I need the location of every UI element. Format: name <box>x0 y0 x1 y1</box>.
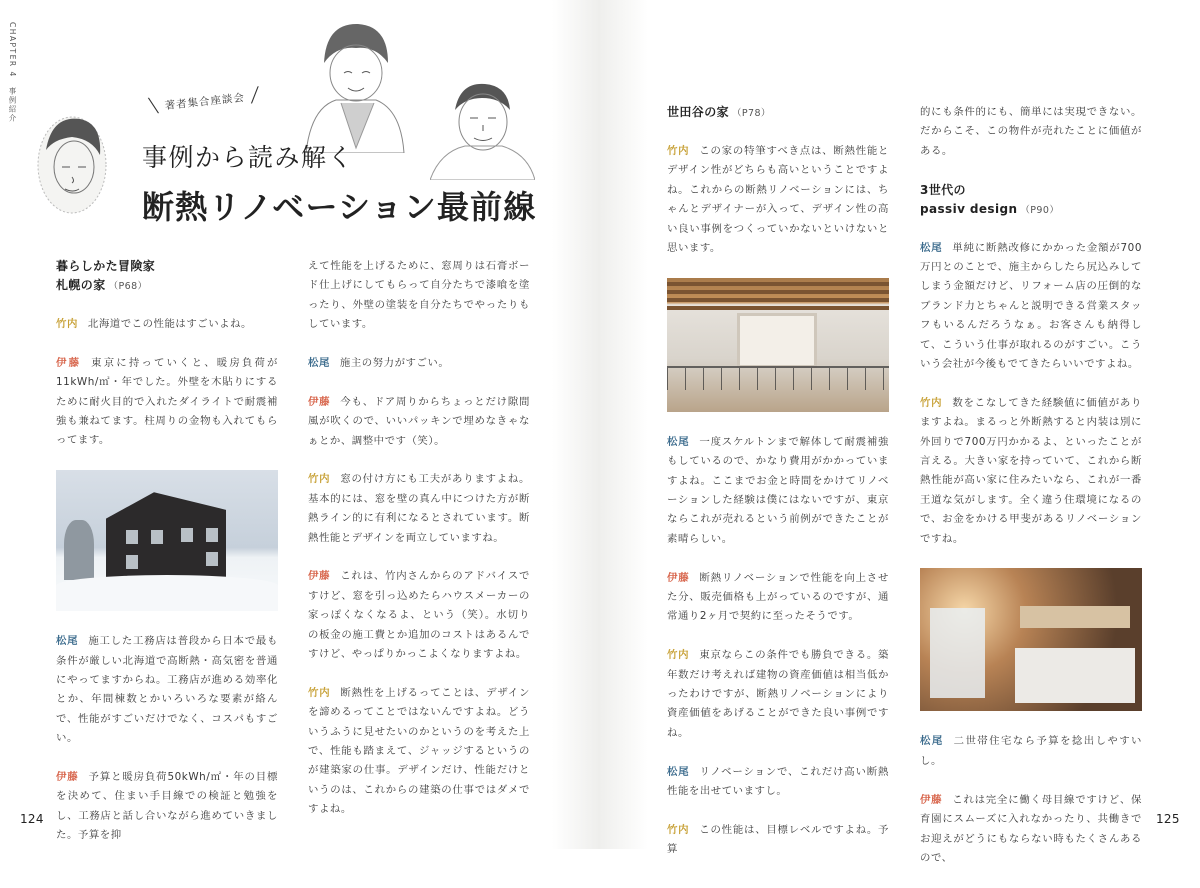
remark-paragraph <box>56 768 278 846</box>
slash-decoration: ╱ <box>249 87 261 105</box>
remark-text: 二世帯住宅なら予算を捻出しやすいし。 <box>920 735 1142 767</box>
case-heading-line <box>56 276 278 296</box>
speaker-name: 松尾 <box>667 765 690 778</box>
window-shape <box>126 530 138 544</box>
portrait-sketch-right <box>430 80 535 180</box>
article-subtitle: 事例から読み解く <box>142 143 355 172</box>
case-heading-line: 暮らしかた冒険家 <box>56 259 156 273</box>
text-column <box>920 103 1142 888</box>
remark-paragraph <box>667 821 889 860</box>
remark-text: 東京に持っていくと、暖房負荷が11kWh/㎡・年でした。外壁を木貼りにするために耐火目的で入れたダイライトで耐震補強も兼ねてます。柱周りの金物も入れてもらってます。 <box>56 356 278 447</box>
case-title: 世田谷の家 <box>667 105 730 119</box>
speaker-name: 伊藤 <box>56 771 79 784</box>
speaker-name: 松尾 <box>308 357 330 370</box>
remark-text: 北海道でこの性能はすごいよね。 <box>87 318 252 330</box>
text-column <box>308 257 530 839</box>
case-heading-line <box>920 200 1142 220</box>
speaker-name: 伊藤 <box>56 356 82 369</box>
speaker-name: 伊藤 <box>308 570 331 583</box>
case-heading <box>56 257 278 296</box>
remark-paragraph <box>56 632 278 748</box>
portrait-sketch-center <box>296 18 406 153</box>
page-reference: （P68） <box>108 281 148 292</box>
remark-text: 数をこなしてきた経験値に価値がありますよね。まるっと外断熱すると内装は別に外回りで700万円かかるよ、といったことが言える。大きい家を持っていて、これから断熱性能が高い家に住みたいなら、これが一番王道な気がします。全く違う住環境になるので、お金をかける甲斐があるリノベーションですね。 <box>920 396 1142 545</box>
window-shape <box>930 608 985 698</box>
shelf-shape <box>1020 606 1130 628</box>
railing-shape <box>667 366 889 390</box>
remark-text: これは完全に働く母目線ですけど、保育園にスムーズに入れなかったり、共働きでお迎えがどうにもならない時もたくさんあるので、 <box>920 793 1142 864</box>
remark-text: これは、竹内さんからのアドバイスですけど、窓を引っ込めたらハウスメーカーの家っぽくなくなるよ、という（笑）。水切りの板金の施工費とか追加のコストはあるんですけど、やっぱりかっこよくなりますよね。 <box>308 570 530 661</box>
speaker-name: 竹内 <box>667 145 690 157</box>
tree-shape <box>64 520 94 580</box>
case-heading <box>920 181 1142 220</box>
speaker-name: 竹内 <box>920 396 943 409</box>
case-heading-line: 3世代の <box>920 182 966 197</box>
speaker-name: 竹内 <box>308 473 331 486</box>
speaker-name: 松尾 <box>920 241 943 254</box>
photo-snow-house <box>56 470 278 611</box>
beam-shape <box>667 290 889 294</box>
photo-interior-kitchen <box>920 568 1142 711</box>
remark-paragraph <box>308 393 530 451</box>
page-number: 124 <box>20 812 44 826</box>
case-title: 札幌の家 <box>56 278 106 292</box>
remark-text: 一度スケルトンまで解体して耐震補強もしているので、かなり費用がかかっていますよね。ここまでお金と時間をかけてリノベーションした経験は僕にはないですが、東京ならこれが売れるという前例ができたことが素晴らしい。 <box>667 435 889 545</box>
remark-paragraph <box>920 732 1142 771</box>
window-shape <box>151 530 163 544</box>
remark-paragraph <box>308 354 530 373</box>
remark-paragraph <box>667 569 889 627</box>
speaker-name: 竹内 <box>667 823 690 836</box>
remark-text: この性能は、目標レベルですよね。予算 <box>667 823 889 856</box>
case-heading-line <box>667 103 889 123</box>
slash-decoration: ╲ <box>148 97 160 115</box>
window-shape <box>206 528 218 542</box>
text-column <box>667 103 889 879</box>
counter-shape <box>1015 648 1135 703</box>
beam-shape <box>667 306 889 310</box>
remark-text: 予算と暖房負荷50kWh/㎡・年の目標を決めて、住まい手目線での検証と勉強をし、工務店と話し合いながら進めていきました。予算を抑 <box>56 771 278 842</box>
window-shape <box>126 555 138 569</box>
beam-shape <box>667 282 889 286</box>
portrait-sketch-left <box>32 105 112 225</box>
speaker-name: 竹内 <box>308 686 331 699</box>
remark-paragraph <box>920 239 1142 375</box>
wall-shape <box>737 313 817 368</box>
speaker-name: 松尾 <box>667 435 690 448</box>
remark-text: 単純に断熱改修にかかった金額が700万円とのことで、施主からしたら尻込みしてしまう金額だけど、リフォーム店の圧倒的なブランド力とちゃんと説明できる営業スタッフもいるんだろうなぁ。お客さんも納得して、こういう仕事が取れるのがすごい。こういう会社が今後もでてきたらいいですよね。 <box>920 241 1142 371</box>
remark-text: この家の特筆すべき点は、断熱性能とデザイン性がどちらも高いということですよね。これからの断熱リノベーションには、ちゃんとデザイナーが入って、デザイン性の高い良い事例をつくっていかないといけないと思います。 <box>667 145 890 255</box>
photo-interior-loft <box>667 278 889 412</box>
right-page <box>600 0 1200 864</box>
remark-paragraph <box>308 470 530 548</box>
remark-paragraph <box>667 433 889 549</box>
kicker <box>143 87 267 116</box>
remark-paragraph <box>667 142 889 258</box>
speaker-name: 竹内 <box>56 318 78 330</box>
beam-shape <box>667 298 889 302</box>
remark-text: 施工した工務店は普段から日本で最も条件が厳しい北海道で高断熱・高気密を普通にやってますからね。工務店が進める効率化とか、年間棟数とかいろいろな要素が絡んで、性能がすごいだけでなく、コスパもすごい。 <box>56 635 278 745</box>
speaker-name: 松尾 <box>920 735 944 748</box>
remark-text: 今も、ドア周りからちょっとだけ隙間風が吹くので、いいパッキンで埋めなきゃなぁとか、調整中です（笑）。 <box>308 395 530 447</box>
kicker-text: 著者集合座談会 <box>164 91 246 113</box>
page-reference: （P90） <box>1020 204 1060 216</box>
remark-paragraph <box>56 354 278 451</box>
page-reference: （P78） <box>732 108 771 119</box>
remark-paragraph <box>920 791 1142 869</box>
snow-shape <box>56 575 278 611</box>
speaker-name: 伊藤 <box>308 395 331 408</box>
remark-text: リノベーションで、これだけ高い断熱性能を出せていますし。 <box>667 765 889 798</box>
remark-text: 東京ならこの条件でも勝負できる。築年数だけ考えれば建物の資産価値は相当低かったわけですが、断熱リノベーションにより資産価値をあげることができた良い事例ですね。 <box>667 649 889 739</box>
continued-text: 的にも条件的にも、簡単には実現できない。だからこそ、この物件が売れたことに価値がある。 <box>920 106 1142 157</box>
remark-text: 断熱リノベーションで性能を向上させた分、販売価格も上がっているのですが、通常通り2ヶ月で契約に至ったそうです。 <box>667 571 889 623</box>
remark-paragraph <box>308 684 530 820</box>
remark-text: 窓の付け方にも工夫がありますよね。基本的には、窓を壁の真ん中につけた方が断熱ライン的に有利になるとされています。断熱性能とデザインを両立していますね。 <box>308 473 530 544</box>
window-shape <box>181 528 193 542</box>
speaker-name: 竹内 <box>667 649 690 662</box>
remark-paragraph <box>667 646 889 743</box>
remark-text: 施主の努力がすごい。 <box>339 357 450 370</box>
article-title: 断熱リノベーション最前線 <box>142 188 537 226</box>
speaker-name: 伊藤 <box>920 793 943 806</box>
remark-paragraph <box>920 394 1142 549</box>
chapter-label: CHAPTER 4 事例紹介 <box>8 22 17 123</box>
speaker-name: 伊藤 <box>667 571 690 584</box>
remark-paragraph <box>56 315 278 334</box>
remark-paragraph <box>308 567 530 664</box>
speaker-name: 松尾 <box>56 635 79 648</box>
text-column <box>56 257 278 865</box>
continued-text: えて性能を上げるために、窓周りは石膏ボード仕上げにしてもらって自分たちで漆喰を塗ったり、外壁の塗装を自分たちでやったりもしています。 <box>308 260 530 331</box>
remark-paragraph <box>667 763 889 802</box>
case-title: passiv design <box>920 201 1018 216</box>
left-page <box>0 0 600 849</box>
case-heading <box>667 103 889 123</box>
page-number: 125 <box>1156 812 1180 826</box>
remark-text: 断熱性を上げるってことは、デザインを諦めるってことではないんですよね。どういうふうに見せたいのかというのを考えた上で、性能も踏まえて、ジャッジするというのが建築家の仕事。デザインだけ、性能だけというのは、これからの建築の仕事ではダメですよね。 <box>308 686 530 816</box>
window-shape <box>206 552 218 566</box>
